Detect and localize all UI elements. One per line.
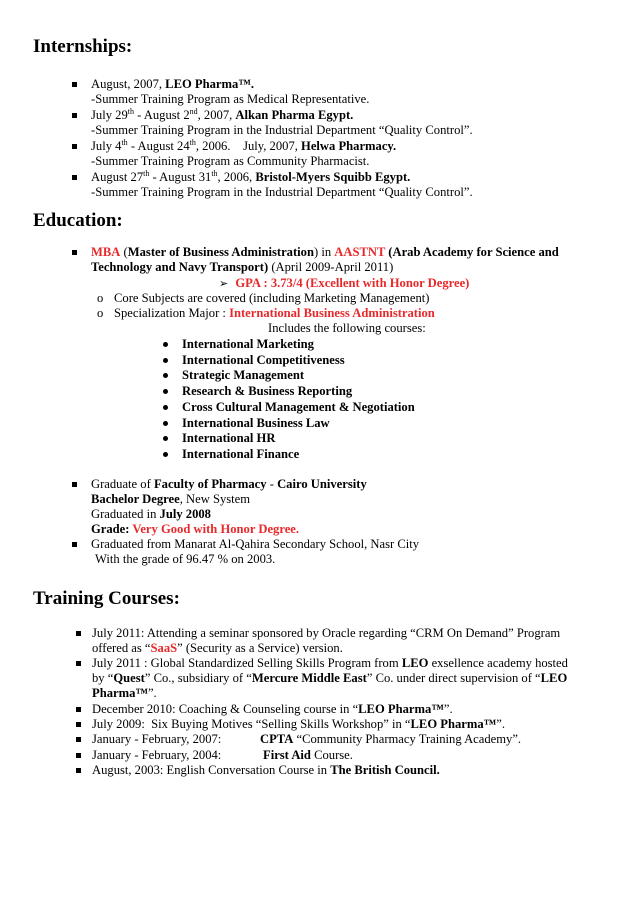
mba-line-2: Technology and Navy Transport) (April 2009-April 2011) (91, 260, 394, 274)
square-bullet-icon (76, 753, 81, 758)
course-label: International Competitiveness (182, 352, 345, 367)
course-label: Research & Business Reporting (182, 384, 353, 399)
dot-bullet-icon (163, 421, 168, 426)
square-bullet-icon (72, 250, 77, 255)
internship-desc: -Summer Training Program as Medical Representative. (91, 92, 370, 106)
school-grade: With the grade of 96.47 % on 2003. (95, 552, 276, 566)
square-bullet-icon (72, 144, 77, 149)
square-bullet-icon (72, 542, 77, 547)
course-label: International HR (182, 431, 276, 446)
internships-heading: Internships: (33, 36, 133, 57)
circle-bullet-icon: o (97, 306, 104, 320)
education-heading: Education: (33, 210, 123, 231)
square-bullet-icon (76, 631, 81, 636)
dot-bullet-icon (163, 405, 168, 410)
square-bullet-icon (72, 82, 77, 87)
square-bullet-icon (72, 113, 77, 118)
training-line: Pharma™”. (92, 686, 157, 700)
circle-bullet-icon: o (97, 291, 104, 305)
grade-line: Grade: Very Good with Honor Degree. (91, 522, 300, 536)
dot-bullet-icon (163, 452, 168, 457)
course-label: International Finance (182, 446, 300, 461)
training-heading: Training Courses: (33, 588, 180, 609)
includes-line: Includes the following courses: (268, 321, 426, 335)
arrow-bullet-icon: ➢ (219, 277, 229, 290)
course-label: International Marketing (182, 337, 314, 351)
course-label: Cross Cultural Management & Negotiation (182, 399, 415, 414)
gpa-line: ➢ GPA : 3.73/4 (Excellent with Honor Degree) (219, 276, 470, 290)
internship-desc: -Summer Training Program in the Industrial Department “Quality Control”. (91, 123, 473, 137)
square-bullet-icon (76, 737, 81, 742)
square-bullet-icon (76, 768, 81, 773)
dot-bullet-icon (163, 342, 168, 347)
core-subjects: o Core Subjects are covered (including Marketing Management) (97, 291, 430, 305)
training-line: offered as “SaaS” (Security as a Service) version. (92, 641, 343, 655)
dot-bullet-icon (163, 389, 168, 394)
training-line: by “Quest” Co., subsidiary of “Mercure Middle East” Co. under direct supervision of “LEO (92, 671, 568, 685)
dot-bullet-icon (163, 436, 168, 441)
square-bullet-icon (72, 175, 77, 180)
square-bullet-icon (76, 661, 81, 666)
square-bullet-icon (76, 707, 81, 712)
internship-desc: -Summer Training Program in the Industrial Department “Quality Control”. (91, 185, 473, 199)
course-label: International Business Law (182, 415, 330, 430)
internship-desc: -Summer Training Program as Community Pharmacist. (91, 154, 370, 168)
specialization: o Specialization Major : International Business Administration (97, 306, 435, 320)
dot-bullet-icon (163, 373, 168, 378)
square-bullet-icon (72, 482, 77, 487)
square-bullet-icon (76, 722, 81, 727)
dot-bullet-icon (163, 358, 168, 363)
graduated-line: Graduated in July 2008 (91, 507, 211, 521)
bachelor-line: Bachelor Degree, New System (91, 492, 251, 506)
course-label: Strategic Management (182, 368, 305, 383)
